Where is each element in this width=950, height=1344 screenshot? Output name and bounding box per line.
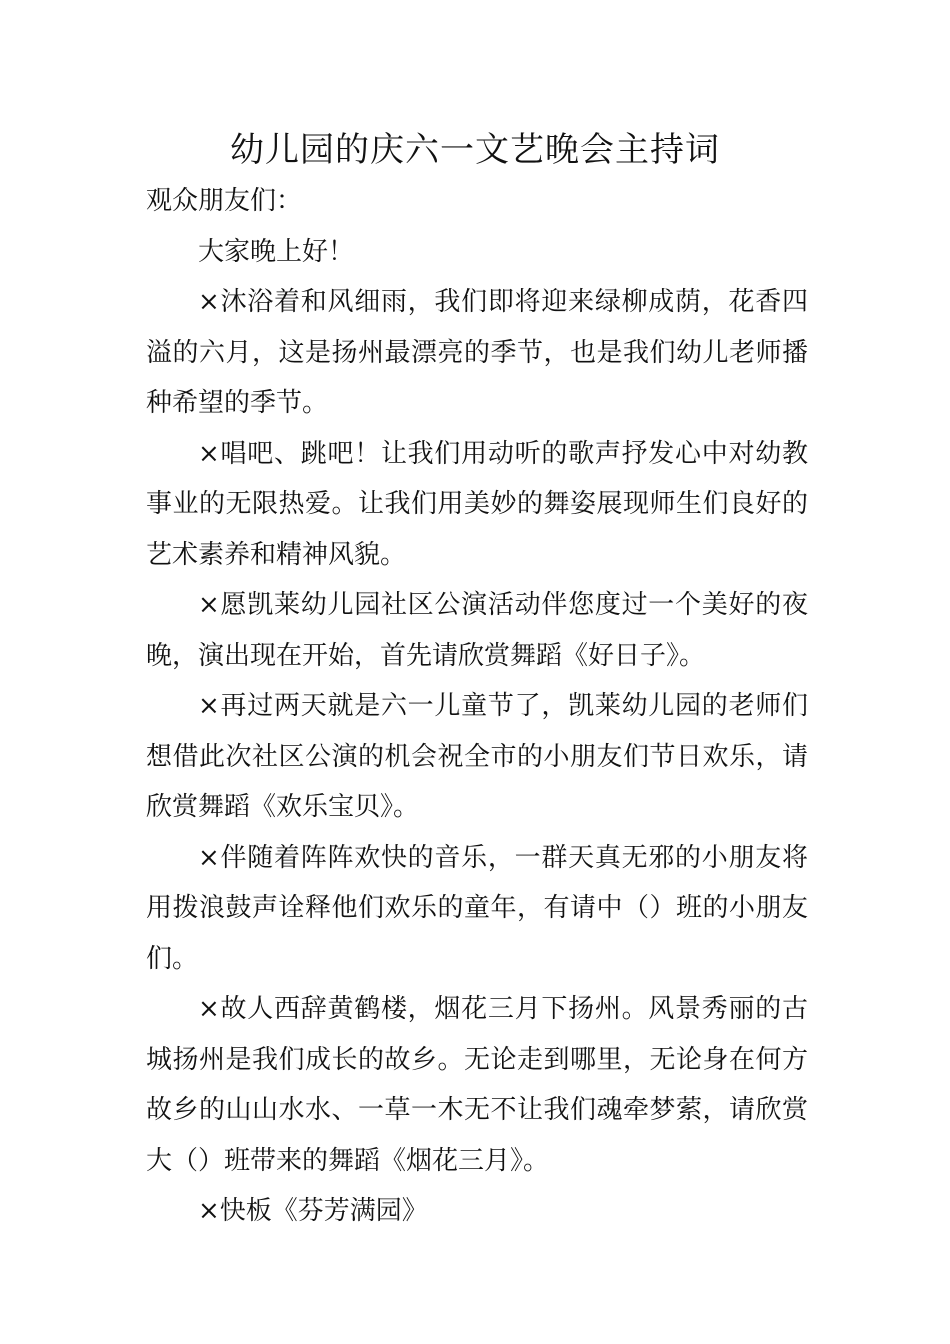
paragraph: ×再过两天就是六一儿童节了，凯莱幼儿园的老师们想借此次社区公演的机会祝全市的小朋友们节日欢乐，请欣赏舞蹈《欢乐宝贝》。 [146, 691, 808, 822]
paragraph: ×快板《芬芳满园》 [198, 1196, 428, 1226]
document-title: 幼儿园的庆六一文艺晚会主持词 [230, 130, 720, 170]
paragraph: ×故人西辞黄鹤楼，烟花三月下扬州。风景秀丽的古城扬州是我们成长的故乡。无论走到哪里，无论身在何方故乡的山山水水、一草一木无不让我们魂牵梦萦，请欣赏大（）班带来的舞蹈《烟花三月》。 [146, 994, 808, 1176]
salutation: 观众朋友们： [146, 186, 303, 216]
paragraph: ×唱吧、跳吧！让我们用动听的歌声抒发心中对幼教事业的无限热爱。让我们用美妙的舞姿展现师生们良好的艺术素养和精神风貌。 [146, 438, 808, 570]
paragraph: ×伴随着阵阵欢快的音乐，一群天真无邪的小朋友将用拨浪鼓声诠释他们欢乐的童年，有请中（）班的小朋友们。 [146, 842, 808, 974]
paragraph: ×愿凯莱幼儿园社区公演活动伴您度过一个美好的夜晚，演出现在开始，首先请欣赏舞蹈《好日子》。 [146, 590, 808, 671]
paragraph: ×沐浴着和风细雨，我们即将迎来绿柳成荫，花香四溢的六月，这是扬州最漂亮的季节，也是我们幼儿老师播种希望的季节。 [146, 287, 808, 418]
greeting: 大家晚上好！ [198, 236, 355, 267]
document-body [146, 176, 808, 1237]
